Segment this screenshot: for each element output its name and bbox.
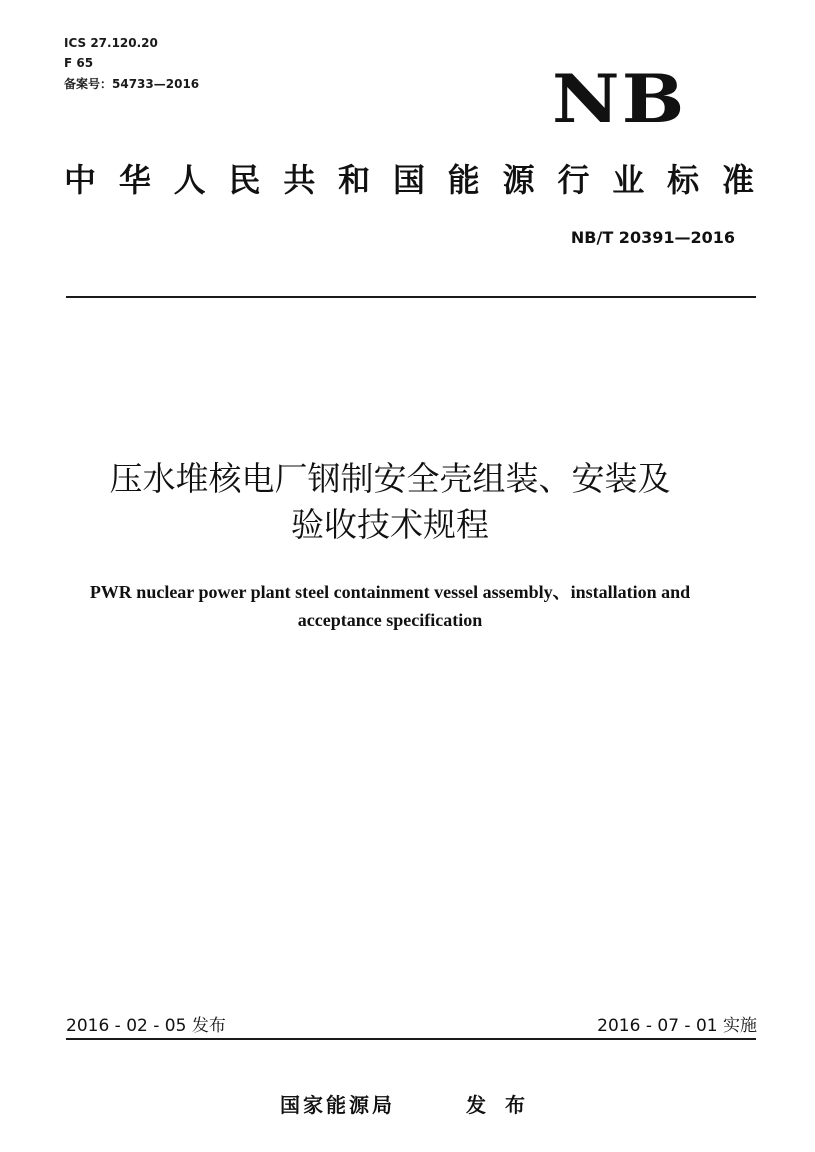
heading-char: 行 [557, 161, 590, 199]
footer-divider [66, 1038, 756, 1040]
chinese-title-line-1: 压水堆核电厂钢制安全壳组装、安装及 [109, 459, 671, 498]
filing-number: 备案号：54733—2016 [64, 77, 200, 91]
heading-char: 人 [173, 161, 206, 199]
heading-char: 中 [64, 161, 97, 199]
heading-char: 和 [338, 161, 371, 199]
english-title [40, 578, 740, 634]
ics-code: ICS 27.120.20 [64, 36, 158, 50]
heading-char: 源 [502, 161, 535, 199]
heading-char: 民 [228, 161, 261, 199]
standard-number: NB/T 20391—2016 [570, 228, 735, 247]
issuing-authority: 国家能源局 [280, 1093, 395, 1117]
english-title-line-1: PWR nuclear power plant steel containment vessel assembly、installation and [89, 582, 691, 602]
heading-char: 标 [667, 161, 700, 199]
heading-char: 准 [721, 161, 754, 199]
heading-char: 业 [612, 161, 645, 199]
english-title-line-2: acceptance specification [297, 610, 483, 630]
industry-standard-heading [64, 160, 754, 200]
implementation-date: 2016 - 07 - 01 实施 [597, 1016, 757, 1036]
header-divider [66, 296, 756, 298]
nb-logo: NB [552, 60, 687, 138]
heading-char: 华 [118, 161, 151, 199]
heading-char: 共 [283, 161, 316, 199]
release-date: 2016 - 02 - 05 发布 [66, 1016, 226, 1036]
chinese-title-line-2: 验收技术规程 [291, 505, 489, 544]
chinese-title [60, 456, 720, 548]
heading-char: 能 [447, 161, 480, 199]
heading-char: 国 [392, 161, 425, 199]
issue-label: 发 布 [466, 1093, 531, 1117]
category-code: F 65 [64, 56, 94, 70]
